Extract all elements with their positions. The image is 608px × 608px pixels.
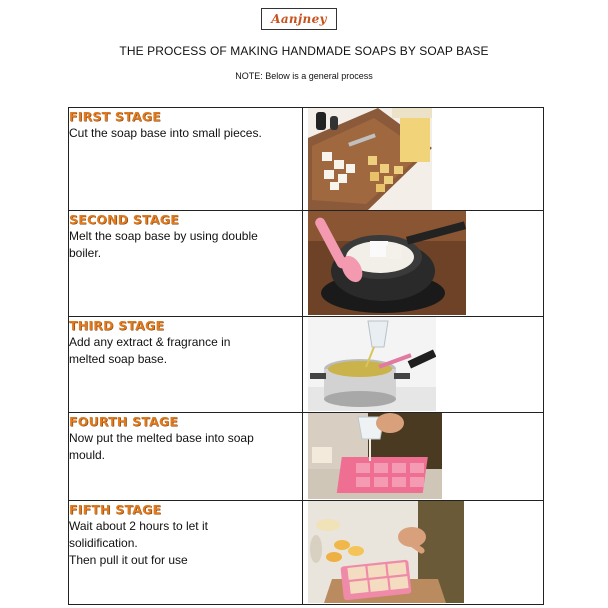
stage-text-cell	[69, 108, 303, 211]
stage-row-3	[69, 317, 544, 413]
finished-soaps-photo	[308, 501, 464, 603]
stage-row-4	[69, 413, 544, 501]
pouring-mould-photo	[308, 413, 442, 499]
stage-image-cell	[303, 108, 544, 211]
stage-title: FOURTH STAGE	[69, 414, 179, 429]
adding-fragrance-photo	[308, 317, 436, 411]
stage-image-cell	[303, 211, 544, 317]
stage-row-2	[69, 211, 544, 317]
brand-logo: Aanjney	[261, 8, 337, 30]
page-title: THE PROCESS OF MAKING HANDMADE SOAPS BY SOAP BASE	[119, 44, 489, 58]
page-note: NOTE: Below is a general process	[235, 71, 373, 81]
stage-description: Melt the soap base by using double boiler.	[69, 229, 258, 260]
stage-text-cell	[69, 211, 303, 317]
soap-cutting-photo	[308, 108, 432, 210]
stage-image-cell	[303, 317, 544, 413]
stage-description: Now put the melted base into soap mould.	[69, 431, 254, 462]
process-table	[68, 107, 544, 605]
stage-title: FIRST STAGE	[69, 109, 161, 124]
double-boiler-photo	[308, 211, 466, 315]
stage-title: FIFTH STAGE	[69, 502, 162, 517]
stage-title: THIRD STAGE	[69, 318, 165, 333]
stage-title: SECOND STAGE	[69, 212, 179, 227]
stage-text-cell	[69, 317, 303, 413]
stage-text-cell	[69, 501, 303, 605]
stage-text-cell	[69, 413, 303, 501]
stage-description: Wait about 2 hours to let it solidification. Then pull it out for use	[69, 519, 208, 567]
stage-description: Cut the soap base into small pieces.	[69, 126, 262, 140]
stage-image-cell	[303, 413, 544, 501]
stage-image-cell	[303, 501, 544, 605]
stage-row-5	[69, 501, 544, 605]
stage-row-1	[69, 108, 544, 211]
stage-description: Add any extract & fragrance in melted soap base.	[69, 335, 231, 366]
